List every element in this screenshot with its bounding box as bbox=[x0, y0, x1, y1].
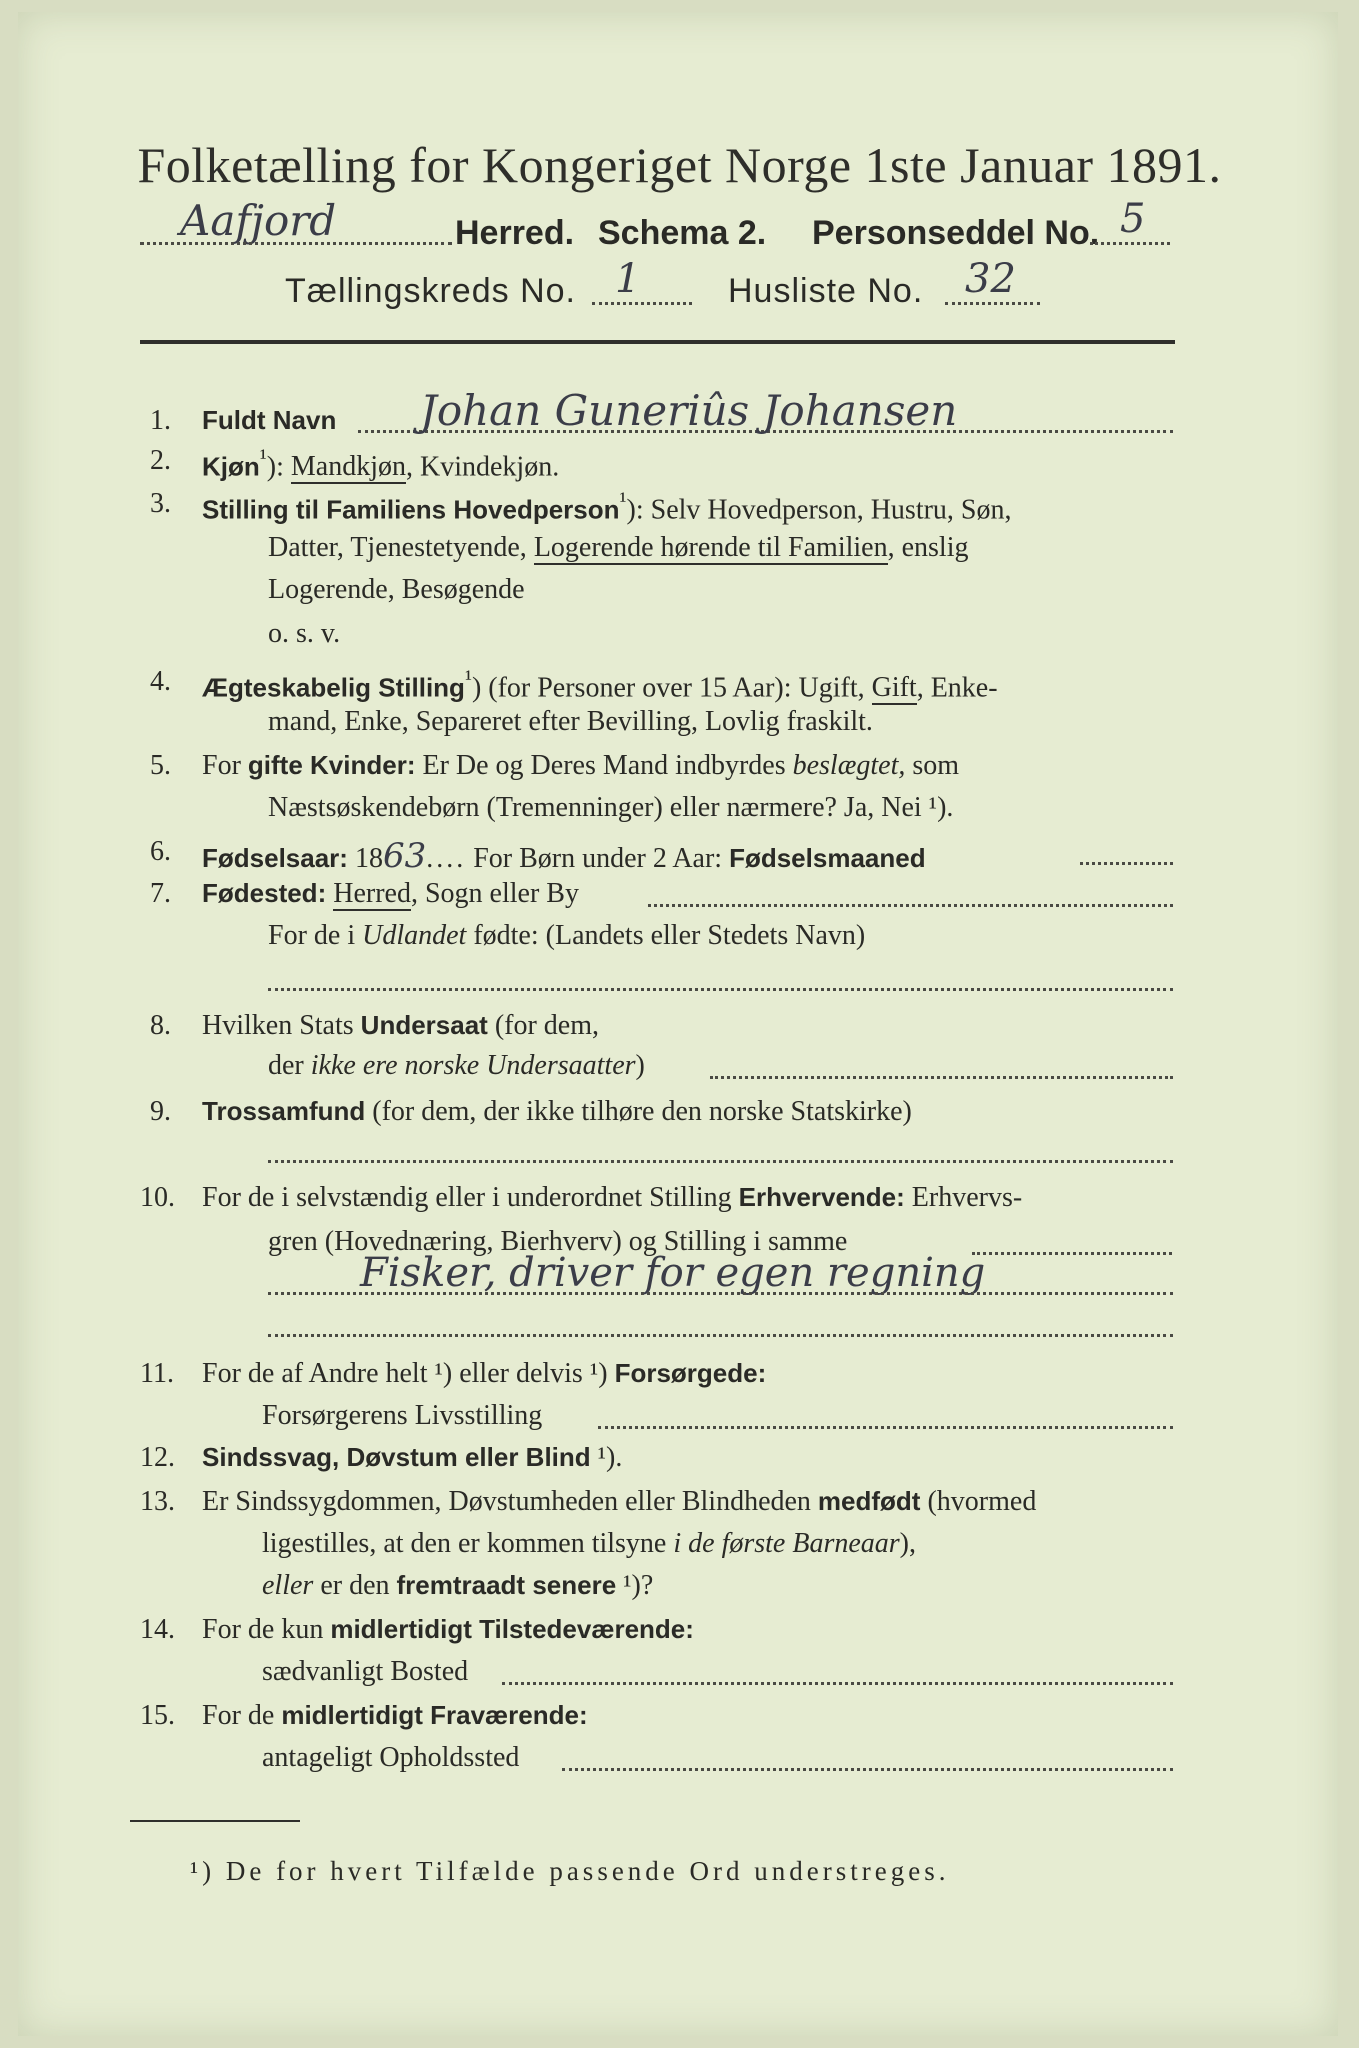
family-position-selected: Logerende hørende til Familien bbox=[533, 532, 888, 563]
family-position-label: Stilling til Familiens Hovedperson bbox=[202, 494, 620, 525]
item-8-line-2 bbox=[268, 1050, 645, 1082]
citizenship-dots bbox=[710, 1076, 1173, 1079]
item-4-number: 4. bbox=[150, 666, 171, 697]
congenital-prefix: Er Sindssygdommen, Døvstumheden eller Blindheden bbox=[202, 1486, 818, 1517]
family-position-options: ): Selv Hovedperson, Hustru, Søn, bbox=[626, 494, 1012, 526]
full-name-value: Johan Guneriûs Johansen bbox=[420, 386, 958, 435]
item-11-number: 11. bbox=[140, 1358, 174, 1389]
supported-label: Forsørgede: bbox=[614, 1358, 767, 1388]
married-women-prefix: For bbox=[202, 750, 248, 781]
marital-footnote-mark: ¹ bbox=[464, 666, 472, 692]
husliste-value: 32 bbox=[965, 256, 1016, 302]
occupation-dots-2 bbox=[268, 1292, 1173, 1295]
item-13-line-3 bbox=[262, 1570, 653, 1602]
sex-option-male: Mandkjøn bbox=[290, 451, 406, 483]
item-7-line-2 bbox=[268, 920, 865, 952]
congenital-label: medfødt bbox=[817, 1486, 921, 1516]
item-9-line bbox=[202, 1096, 912, 1128]
sex-separator: ): bbox=[266, 451, 291, 483]
item-5-line-1 bbox=[202, 750, 959, 782]
marital-options-3: mand, Enke, Separeret efter Bevilling, Lovlig fraskilt. bbox=[268, 706, 873, 737]
marital-options-2: , Enke- bbox=[916, 672, 998, 704]
temp-present-label: midlertidigt Tilstedeværende: bbox=[330, 1614, 694, 1644]
congenital-question-3: er den bbox=[313, 1570, 397, 1601]
birthplace-label: Fødested: bbox=[202, 878, 327, 908]
husliste-label: Husliste No. bbox=[728, 272, 924, 310]
footnote: ¹) De for hvert Tilfælde passende Ord understreges. bbox=[190, 1856, 950, 1886]
footnote-rule bbox=[130, 1820, 300, 1822]
item-2-number: 2. bbox=[150, 445, 171, 476]
citizenship-question: (for dem, bbox=[487, 1010, 600, 1041]
disability-footnote: ¹). bbox=[590, 1442, 623, 1473]
appeared-later-footnote: ¹)? bbox=[616, 1570, 654, 1601]
family-position-options-3: , enslig bbox=[887, 532, 969, 563]
birthplace-selected: Herred bbox=[333, 878, 411, 909]
personseddel-value: 5 bbox=[1120, 196, 1146, 242]
item-7-number: 7. bbox=[150, 878, 171, 909]
item-3-number: 3. bbox=[150, 488, 171, 519]
congenital-close: ), bbox=[899, 1528, 916, 1559]
citizenship-prefix-2: der bbox=[268, 1050, 311, 1081]
temp-absent-prefix: For de bbox=[202, 1700, 282, 1731]
birthplace-dots bbox=[648, 904, 1173, 907]
birth-month-dots bbox=[1080, 862, 1173, 865]
herred-label: Herred. bbox=[455, 214, 575, 252]
temp-present-prefix: For de kun bbox=[202, 1614, 331, 1645]
item-14-line-1 bbox=[202, 1614, 694, 1646]
marital-status-label: Ægteskabelig Stilling bbox=[202, 672, 465, 703]
page-title: Folketælling for Kongeriget Norge 1ste Januar 1891. bbox=[137, 137, 1222, 193]
married-women-question: Er De og Deres Mand indbyrdes bbox=[415, 750, 793, 781]
item-2-line bbox=[202, 445, 559, 483]
item-15-number: 15. bbox=[140, 1700, 175, 1731]
religion-label: Trossamfund bbox=[202, 1096, 366, 1126]
herred-value: Aafjord bbox=[180, 196, 337, 245]
item-8-line-1 bbox=[202, 1010, 599, 1042]
item-13-line-2 bbox=[262, 1528, 916, 1560]
birthplace-options: , Sogn eller By bbox=[410, 878, 579, 909]
occupation-label: Erhvervende: bbox=[738, 1182, 905, 1212]
item-1-label bbox=[202, 405, 336, 437]
abroad-label: Udlandet bbox=[362, 920, 467, 951]
kreds-value: 1 bbox=[615, 256, 641, 302]
probable-residence-dots bbox=[562, 1768, 1173, 1771]
birth-year-value: 63 bbox=[382, 836, 427, 876]
item-10-number: 10. bbox=[140, 1182, 175, 1213]
occupation-question-2: gren (Hovednæring, Bierhverv) og Stilling i samme bbox=[268, 1226, 848, 1257]
item-10-line-1 bbox=[202, 1182, 1022, 1214]
full-name-label: Fuldt Navn bbox=[202, 405, 337, 435]
schema-label: Schema 2. bbox=[598, 214, 767, 252]
appeared-later-label: fremtraadt senere bbox=[396, 1570, 617, 1600]
married-women-question-2: som bbox=[905, 750, 960, 781]
item-5-number: 5. bbox=[150, 750, 171, 781]
family-position-options-2: Datter, Tjenestetyende, bbox=[268, 532, 534, 563]
occupation-prefix: For de i selvstændig eller i underordnet Stilling bbox=[202, 1182, 739, 1213]
usual-residence-label: sædvanligt Bosted bbox=[262, 1656, 469, 1687]
item-12-number: 12. bbox=[140, 1442, 175, 1473]
birth-month-label: Fødselsmaaned bbox=[729, 843, 926, 873]
disability-label: Sindssvag, Døvstum eller Blind bbox=[202, 1442, 591, 1472]
occupation-question: Erhvervs- bbox=[904, 1182, 1023, 1213]
birth-year-prefix: 18 bbox=[347, 843, 383, 874]
family-position-options-4: Logerende, Besøgende bbox=[268, 574, 525, 605]
item-15-line-1 bbox=[202, 1700, 588, 1732]
citizenship-close: ) bbox=[635, 1050, 645, 1081]
header-rule bbox=[140, 340, 1175, 344]
sex-label: Kjøn bbox=[202, 451, 260, 482]
herred-dots bbox=[140, 242, 452, 245]
item-8-number: 8. bbox=[150, 1010, 171, 1041]
item-11-line-1 bbox=[202, 1358, 766, 1390]
supporter-occupation-label: Forsørgerens Livsstilling bbox=[262, 1400, 543, 1431]
citizenship-prefix: Hvilken Stats bbox=[202, 1010, 361, 1041]
occupation-dots-3 bbox=[268, 1334, 1173, 1337]
abroad-prefix: For de i bbox=[268, 920, 363, 951]
citizenship-condition: ikke ere norske Undersaatter bbox=[310, 1050, 636, 1081]
item-3-line-1 bbox=[202, 488, 1012, 526]
supported-prefix: For de af Andre helt ¹) eller delvis ¹) bbox=[202, 1358, 615, 1389]
usual-residence-dots bbox=[502, 1682, 1173, 1685]
item-9-number: 9. bbox=[150, 1096, 171, 1127]
marital-options: ) (for Personer over 15 Aar): Ugift, bbox=[471, 672, 872, 704]
congenital-question-2: ligestilles, at den er kommen tilsyne bbox=[262, 1528, 674, 1559]
birth-year-label: Fødselsaar: bbox=[202, 843, 348, 873]
item-12-line bbox=[202, 1442, 622, 1474]
item-6-number: 6. bbox=[150, 836, 171, 867]
kreds-label: Tællingskreds No. bbox=[285, 272, 576, 310]
personseddel-dots bbox=[1090, 242, 1170, 245]
religion-question: (for dem, der ikke tilhøre den norske Statskirke) bbox=[365, 1096, 912, 1127]
item-4-line-1 bbox=[202, 666, 998, 704]
citizenship-label: Undersaat bbox=[360, 1010, 488, 1040]
religion-dots bbox=[268, 1160, 1173, 1163]
temp-absent-label: midlertidigt Fraværende: bbox=[281, 1700, 588, 1730]
married-women-related: beslægtet, bbox=[792, 750, 906, 781]
husliste-dots bbox=[945, 302, 1040, 305]
congenital-childhood: i de første Barneaar bbox=[673, 1528, 900, 1559]
supporter-dots bbox=[598, 1426, 1173, 1429]
sex-footnote-mark: ¹ bbox=[259, 445, 267, 471]
birth-month-question: For Børn under 2 Aar: bbox=[466, 843, 730, 874]
item-1-number: 1. bbox=[150, 405, 171, 436]
item-14-number: 14. bbox=[140, 1614, 175, 1645]
married-women-label: gifte Kvinder: bbox=[247, 750, 416, 780]
occupation-value: Fisker, driver for egen regning bbox=[360, 1250, 986, 1296]
item-3-line-2 bbox=[268, 532, 968, 564]
congenital-or: eller bbox=[262, 1570, 314, 1601]
marital-selected: Gift bbox=[871, 672, 917, 704]
kreds-dots bbox=[592, 302, 692, 305]
married-women-question-3: Næstsøskendebørn (Tremenninger) eller nærmere? Ja, Nei ¹). bbox=[268, 792, 954, 823]
abroad-question: fødte: (Landets eller Stedets Navn) bbox=[466, 920, 866, 951]
item-6-line: Fødselsaar: 1863.... For Børn under 2 Aar: Fødselsmaaned bbox=[202, 836, 926, 876]
family-position-footnote-mark: ¹ bbox=[619, 488, 627, 514]
probable-residence-label: antageligt Opholdssted bbox=[262, 1742, 520, 1773]
item-13-number: 13. bbox=[140, 1486, 175, 1517]
family-position-etc: o. s. v. bbox=[268, 618, 341, 649]
sex-option-female: , Kvindekjøn. bbox=[405, 451, 560, 483]
personseddel-label: Personseddel No. bbox=[812, 214, 1100, 252]
item-7-line-1 bbox=[202, 878, 579, 910]
item-13-line-1 bbox=[202, 1486, 1036, 1518]
abroad-dots bbox=[268, 988, 1173, 991]
occupation-dots-1 bbox=[972, 1252, 1172, 1255]
congenital-question: (hvormed bbox=[920, 1486, 1037, 1517]
